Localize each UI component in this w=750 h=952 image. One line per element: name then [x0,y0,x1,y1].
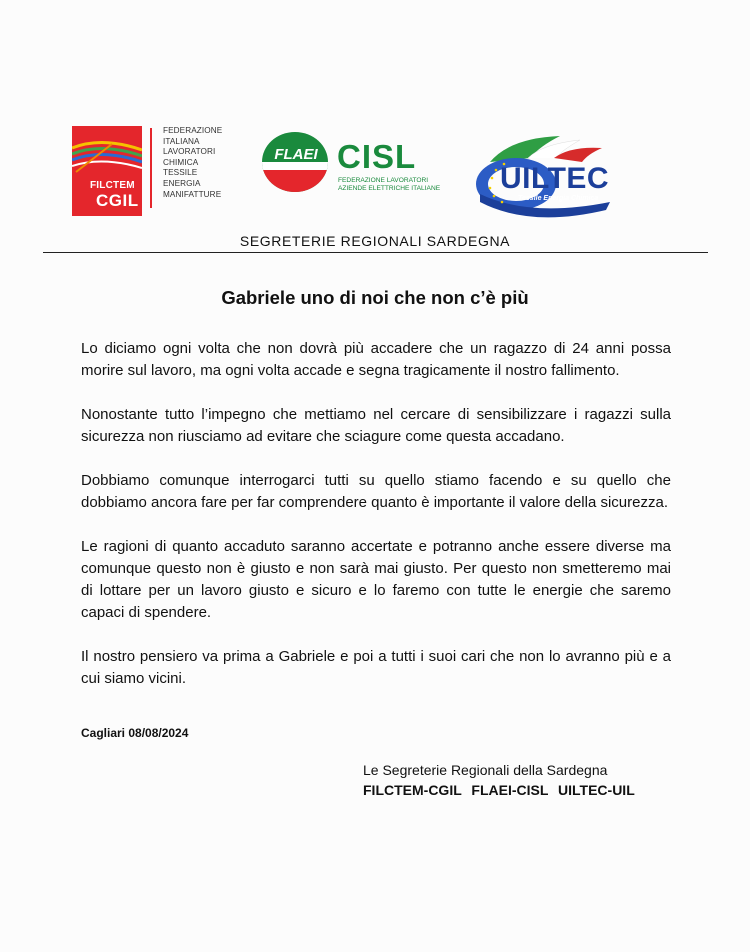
document-body [81,338,671,712]
federation-line: FEDERAZIONE [163,126,223,135]
federation-line: ITALIANA [163,136,200,146]
body-paragraph: Dobbiamo comunque interrogarci tutti su quello stiamo facendo e su quello che dobbiamo ancora fare per far comprendere quanto è importante il valore della sicurezza. [81,472,671,511]
badge-red-base [262,170,328,192]
uiltec-tagline: Tessile Energia Chimica [518,195,599,202]
cisl-subtitle-line: AZIENDE ELETTRICHE ITALIANE [338,185,441,192]
federation-line: TESSILE [163,168,198,178]
header-title: SEGRETERIE REGIONALI SARDEGNA [239,233,511,249]
flaei-badge-text: FLAEI [274,146,318,163]
filctem-federation-text [163,126,222,200]
filctem-cgil-logo [72,126,232,222]
federation-line: ENERGIA [163,178,201,188]
signature-organizations: FILCTEM-CGIL FLAEI-CISL UILTEC-UIL [363,782,635,798]
federation-line: LAVORATORI [163,147,216,157]
federation-line: CHIMICA [163,157,199,167]
body-paragraph: Il nostro pensiero va prima a Gabriele e poi a tutti i suoi cari che non lo avranno più e a cui siamo vicini. [81,648,671,687]
header-divider [43,252,708,253]
cisl-subtitle-line: FEDERAZIONE LAVORATORI [338,177,429,184]
flaei-badge-icon [262,132,328,192]
logos-header [0,118,750,228]
body-paragraph: Le ragioni di quanto accaduto saranno accertate e potranno anche essere diverse ma comunque questo non è giusto e non sarà mai giusto. Per questo non smetteremo mai di lottare per un lavoro giusto e sicuro e lo faremo con tutte le energie che saremo capaci di spendere. [81,538,671,621]
body-paragraph: Lo diciamo ogni volta che non dovrà più accadere che un ragazzo di 24 anni possa morire sul lavoro, ma ogni volta accade e segna tragicamente il nostro fallimento. [81,340,671,379]
flaei-cisl-logo [262,132,441,204]
uiltec-wordmark: UILTEC [500,162,610,195]
cisl-wordmark: CISL [337,138,417,175]
cgil-brand-text: CGIL [96,191,139,210]
signature-block [363,760,635,800]
filctem-red-block [72,126,142,216]
filctem-brand-text: FILCTEM [90,180,135,191]
filctem-divider [150,128,152,208]
badge-white-band [262,162,328,170]
body-paragraph: Nonostante tutto l’impegno che mettiamo nel cercare di sensibilizzare i ragazzi sulla sicurezza non riusciamo ad evitare che sciagure come questa accadano. [81,406,671,445]
document-date: Cagliari 08/08/2024 [81,726,189,740]
signature-line: Le Segreterie Regionali della Sardegna [363,762,608,778]
uiltec-logo [470,132,620,218]
document-title: Gabriele uno di noi che non c’è più [221,287,529,308]
cisl-subtitle [338,177,440,193]
federation-line: MANIFATTURE [163,189,222,199]
